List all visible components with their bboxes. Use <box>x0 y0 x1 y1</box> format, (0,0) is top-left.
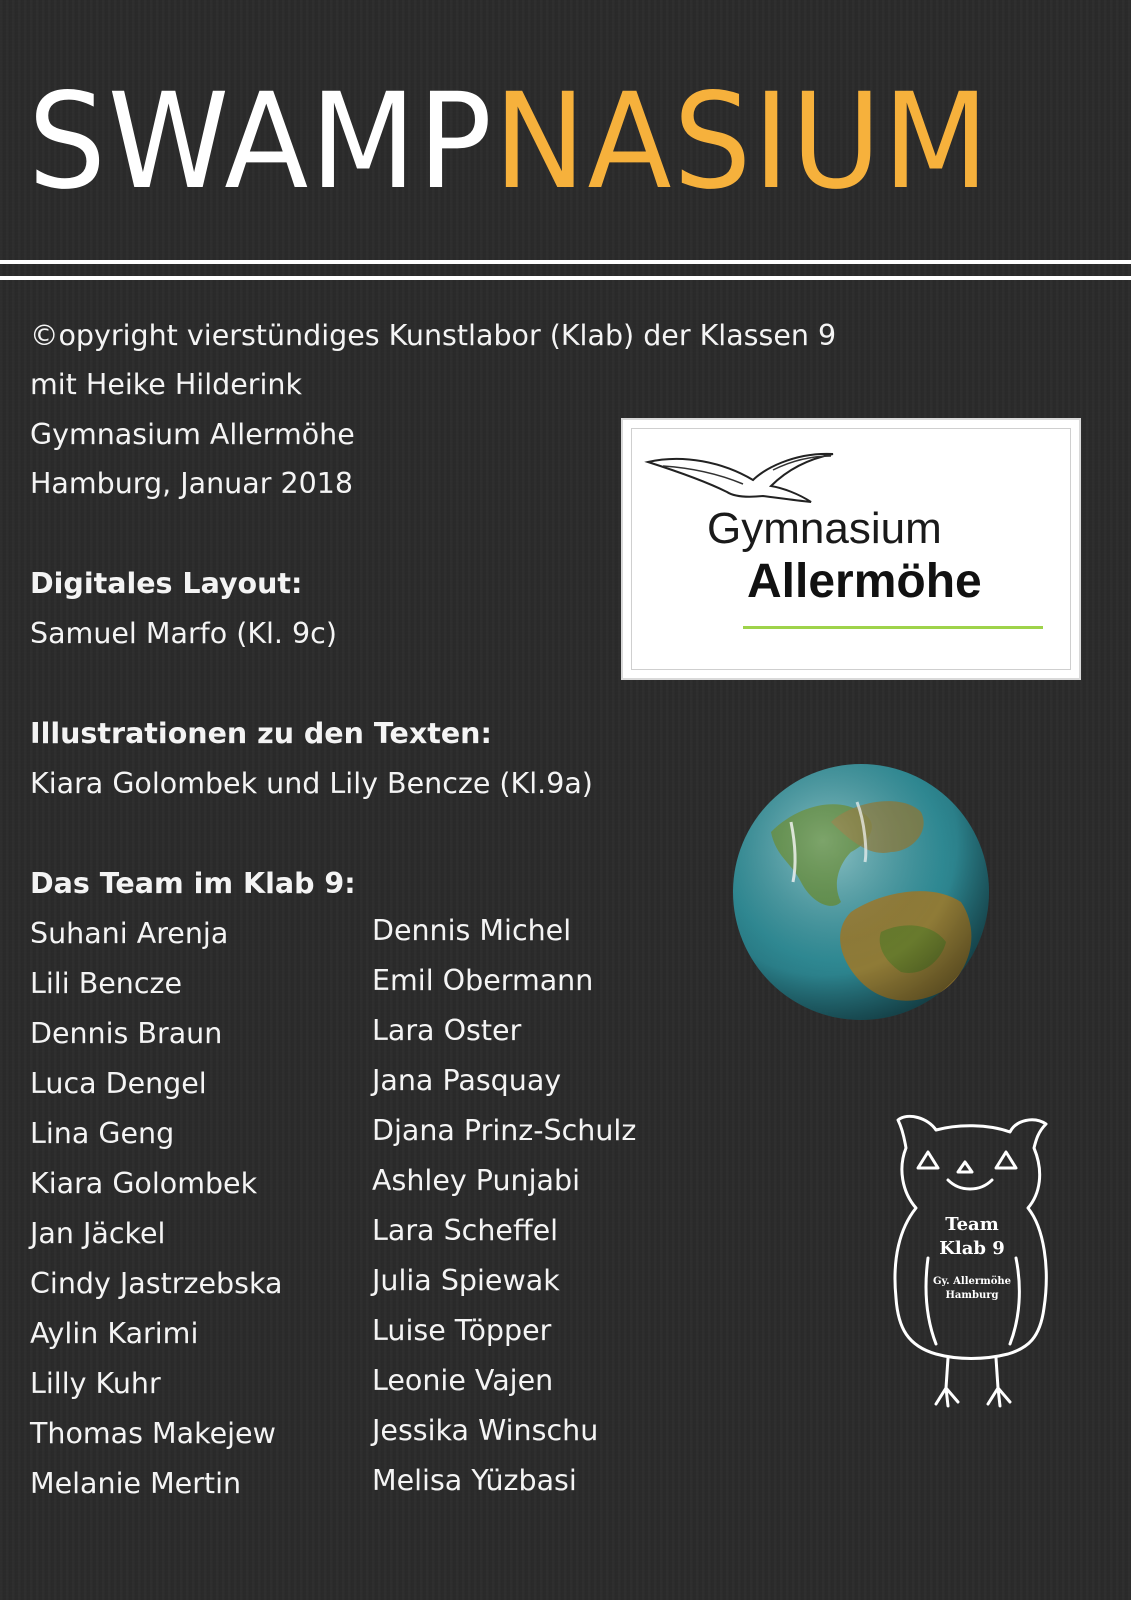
team-member: Thomas Makejew <box>30 1417 276 1450</box>
school-logo <box>621 418 1081 680</box>
layout-name: Samuel Marfo (Kl. 9c) <box>30 617 337 650</box>
owl-mascot-illustration <box>888 1108 1056 1418</box>
team-member: Luca Dengel <box>30 1067 207 1100</box>
team-member: Julia Spiewak <box>372 1264 560 1297</box>
team-member: Lili Bencze <box>30 967 183 1000</box>
logo-underline <box>743 626 1043 629</box>
team-member: Suhani Arenja <box>30 917 229 950</box>
layout-heading: Digitales Layout: <box>30 567 303 600</box>
credits-line-2: mit Heike Hilderink <box>30 368 302 401</box>
team-member: Djana Prinz-Schulz <box>372 1114 637 1147</box>
title-part-nasium: NASIUM <box>493 65 991 219</box>
seagull-icon <box>643 440 843 510</box>
team-member: Luise Töpper <box>372 1314 552 1347</box>
main-title <box>28 65 1032 219</box>
credits-line-1: ©opyright vierstündiges Kunstlabor (Klab) der Klassen 9 <box>30 319 837 352</box>
team-member: Lara Oster <box>372 1014 522 1047</box>
team-member: Cindy Jastrzebska <box>30 1267 283 1300</box>
divider-top <box>0 260 1131 264</box>
team-member: Aylin Karimi <box>30 1317 199 1350</box>
team-member: Ashley Punjabi <box>372 1164 580 1197</box>
owl-text-klab: Klab 9 <box>939 1238 1005 1259</box>
team-member: Melisa Yüzbasi <box>372 1464 577 1497</box>
team-member: Lina Geng <box>30 1117 175 1150</box>
team-member: Jana Pasquay <box>372 1064 562 1097</box>
logo-text-allermoehe: Allermöhe <box>747 555 982 608</box>
team-member: Jessika Winschu <box>372 1414 599 1447</box>
team-member: Leonie Vajen <box>372 1364 554 1397</box>
credits-line-4: Hamburg, Januar 2018 <box>30 467 354 500</box>
owl-text-team: Team <box>945 1214 999 1235</box>
title-part-swamp: SWAMP <box>28 65 494 219</box>
illustrations-names: Kiara Golombek und Lily Bencze (Kl.9a) <box>30 767 593 800</box>
team-member: Kiara Golombek <box>30 1167 258 1200</box>
team-member: Lara Scheffel <box>372 1214 559 1247</box>
divider-bottom <box>0 276 1131 280</box>
team-member: Dennis Michel <box>372 914 572 947</box>
illustrations-heading: Illustrationen zu den Texten: <box>30 717 492 750</box>
globe-illustration <box>731 762 991 1022</box>
team-member: Dennis Braun <box>30 1017 223 1050</box>
credits-line-3: Gymnasium Allermöhe <box>30 418 355 451</box>
logo-text-gymnasium: Gymnasium <box>707 504 942 553</box>
team-member: Melanie Mertin <box>30 1467 242 1500</box>
owl-text-school: Gy. Allermöhe <box>932 1276 1012 1287</box>
team-member: Emil Obermann <box>372 964 594 997</box>
team-member: Jan Jäckel <box>30 1217 166 1250</box>
team-heading: Das Team im Klab 9: <box>30 867 356 900</box>
team-member: Lilly Kuhr <box>30 1367 161 1400</box>
owl-text-city: Hamburg <box>945 1290 999 1301</box>
